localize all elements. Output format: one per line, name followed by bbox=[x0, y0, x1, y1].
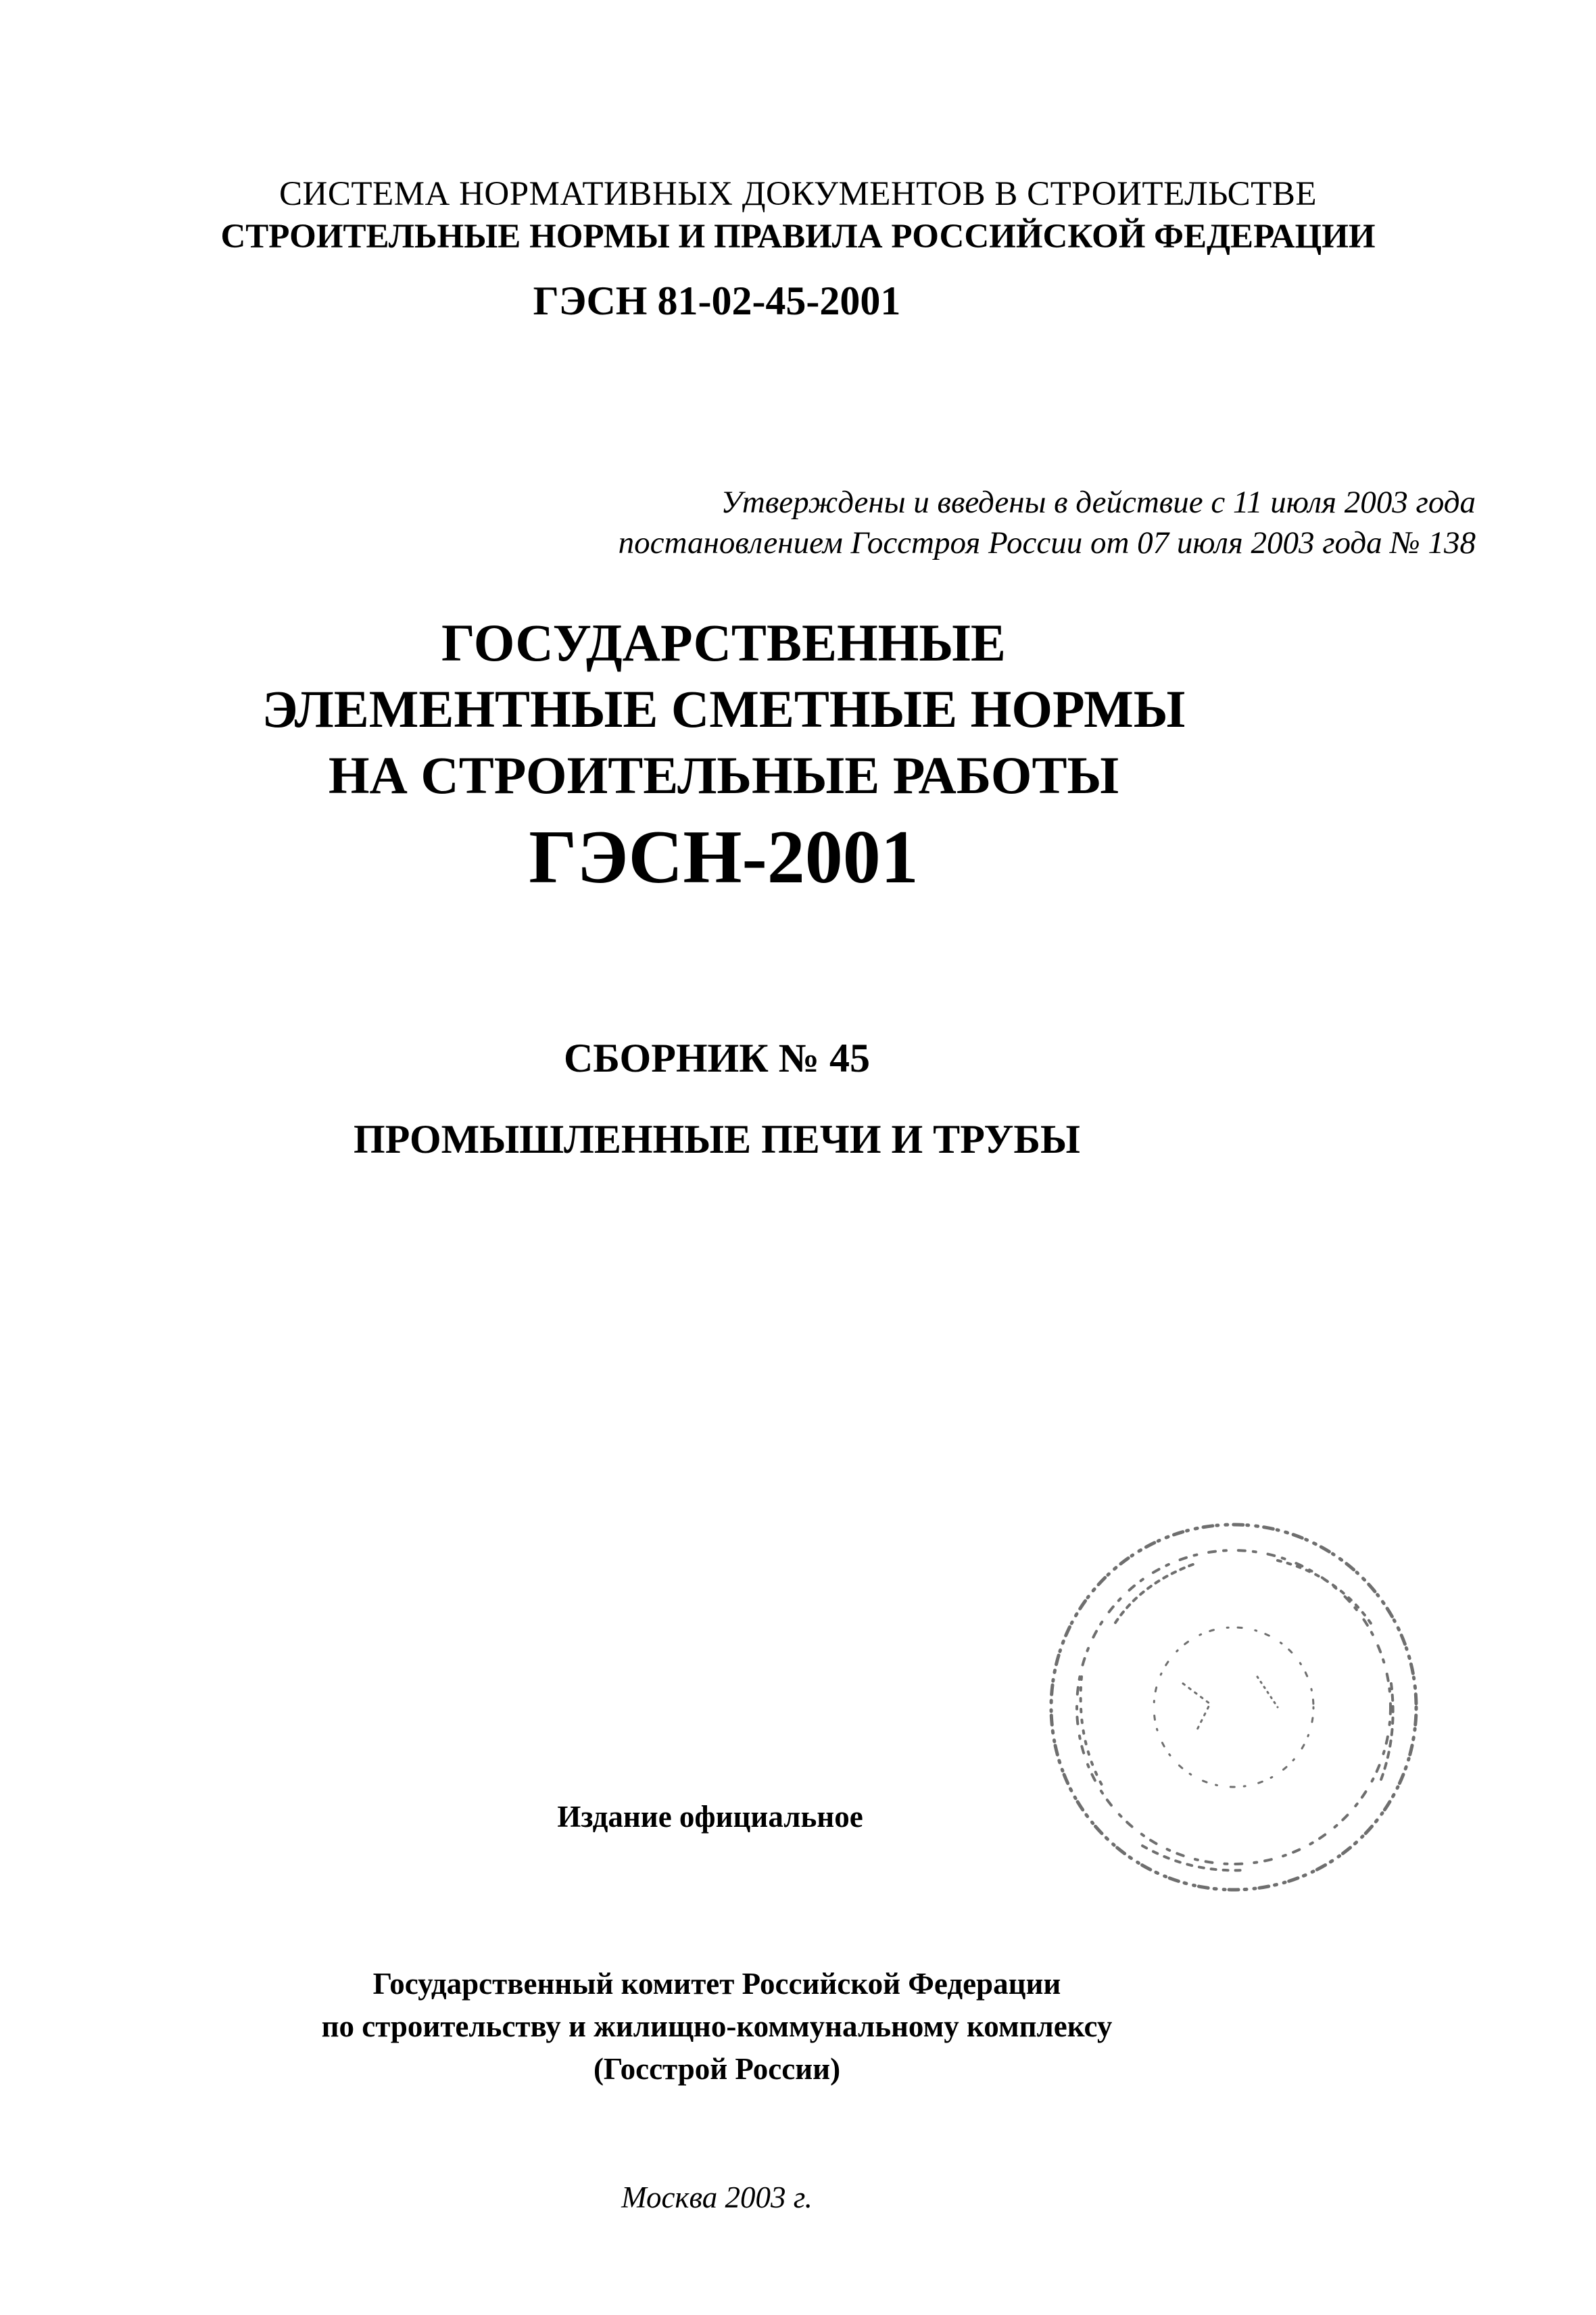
title-line-1: ГОСУДАРСТВЕННЫЕ bbox=[441, 613, 1006, 672]
city-year: Москва 2003 г. bbox=[621, 2180, 813, 2214]
title-line-2: ЭЛЕМЕНТНЫЕ СМЕТНЫЕ НОРМЫ bbox=[262, 679, 1186, 738]
approval-line-2: постановлением Госстроя России от 07 июля 2003 года № 138 bbox=[618, 525, 1476, 560]
title-line-3: НА СТРОИТЕЛЬНЫЕ РАБОТЫ bbox=[328, 746, 1119, 805]
title-code: ГЭСН-2001 bbox=[529, 815, 919, 899]
system-line: СИСТЕМА НОРМАТИВНЫХ ДОКУМЕНТОВ В СТРОИТЕЛЬСТВЕ bbox=[279, 175, 1317, 213]
edition-label: Издание официальное bbox=[557, 1800, 863, 1834]
publisher-line-3: (Госстрой России) bbox=[593, 2052, 841, 2086]
collection-name: ПРОМЫШЛЕННЫЕ ПЕЧИ И ТРУБЫ bbox=[354, 1117, 1080, 1162]
approval-line-1: Утверждены и введены в действие с 11 июля 2003 года bbox=[721, 485, 1476, 520]
document-code: ГЭСН 81-02-45-2001 bbox=[533, 279, 901, 323]
seal-stamp-icon bbox=[1034, 1508, 1433, 1907]
collection-number: СБОРНИК № 45 bbox=[563, 1036, 871, 1080]
snip-line: СТРОИТЕЛЬНЫЕ НОРМЫ И ПРАВИЛА РОССИЙСКОЙ ФЕДЕРАЦИИ bbox=[220, 218, 1376, 256]
publisher-line-2: по строительству и жилищно-коммунальному комплексу bbox=[321, 2009, 1113, 2043]
publisher-line-1: Государственный комитет Российской Федерации bbox=[372, 1967, 1061, 2001]
